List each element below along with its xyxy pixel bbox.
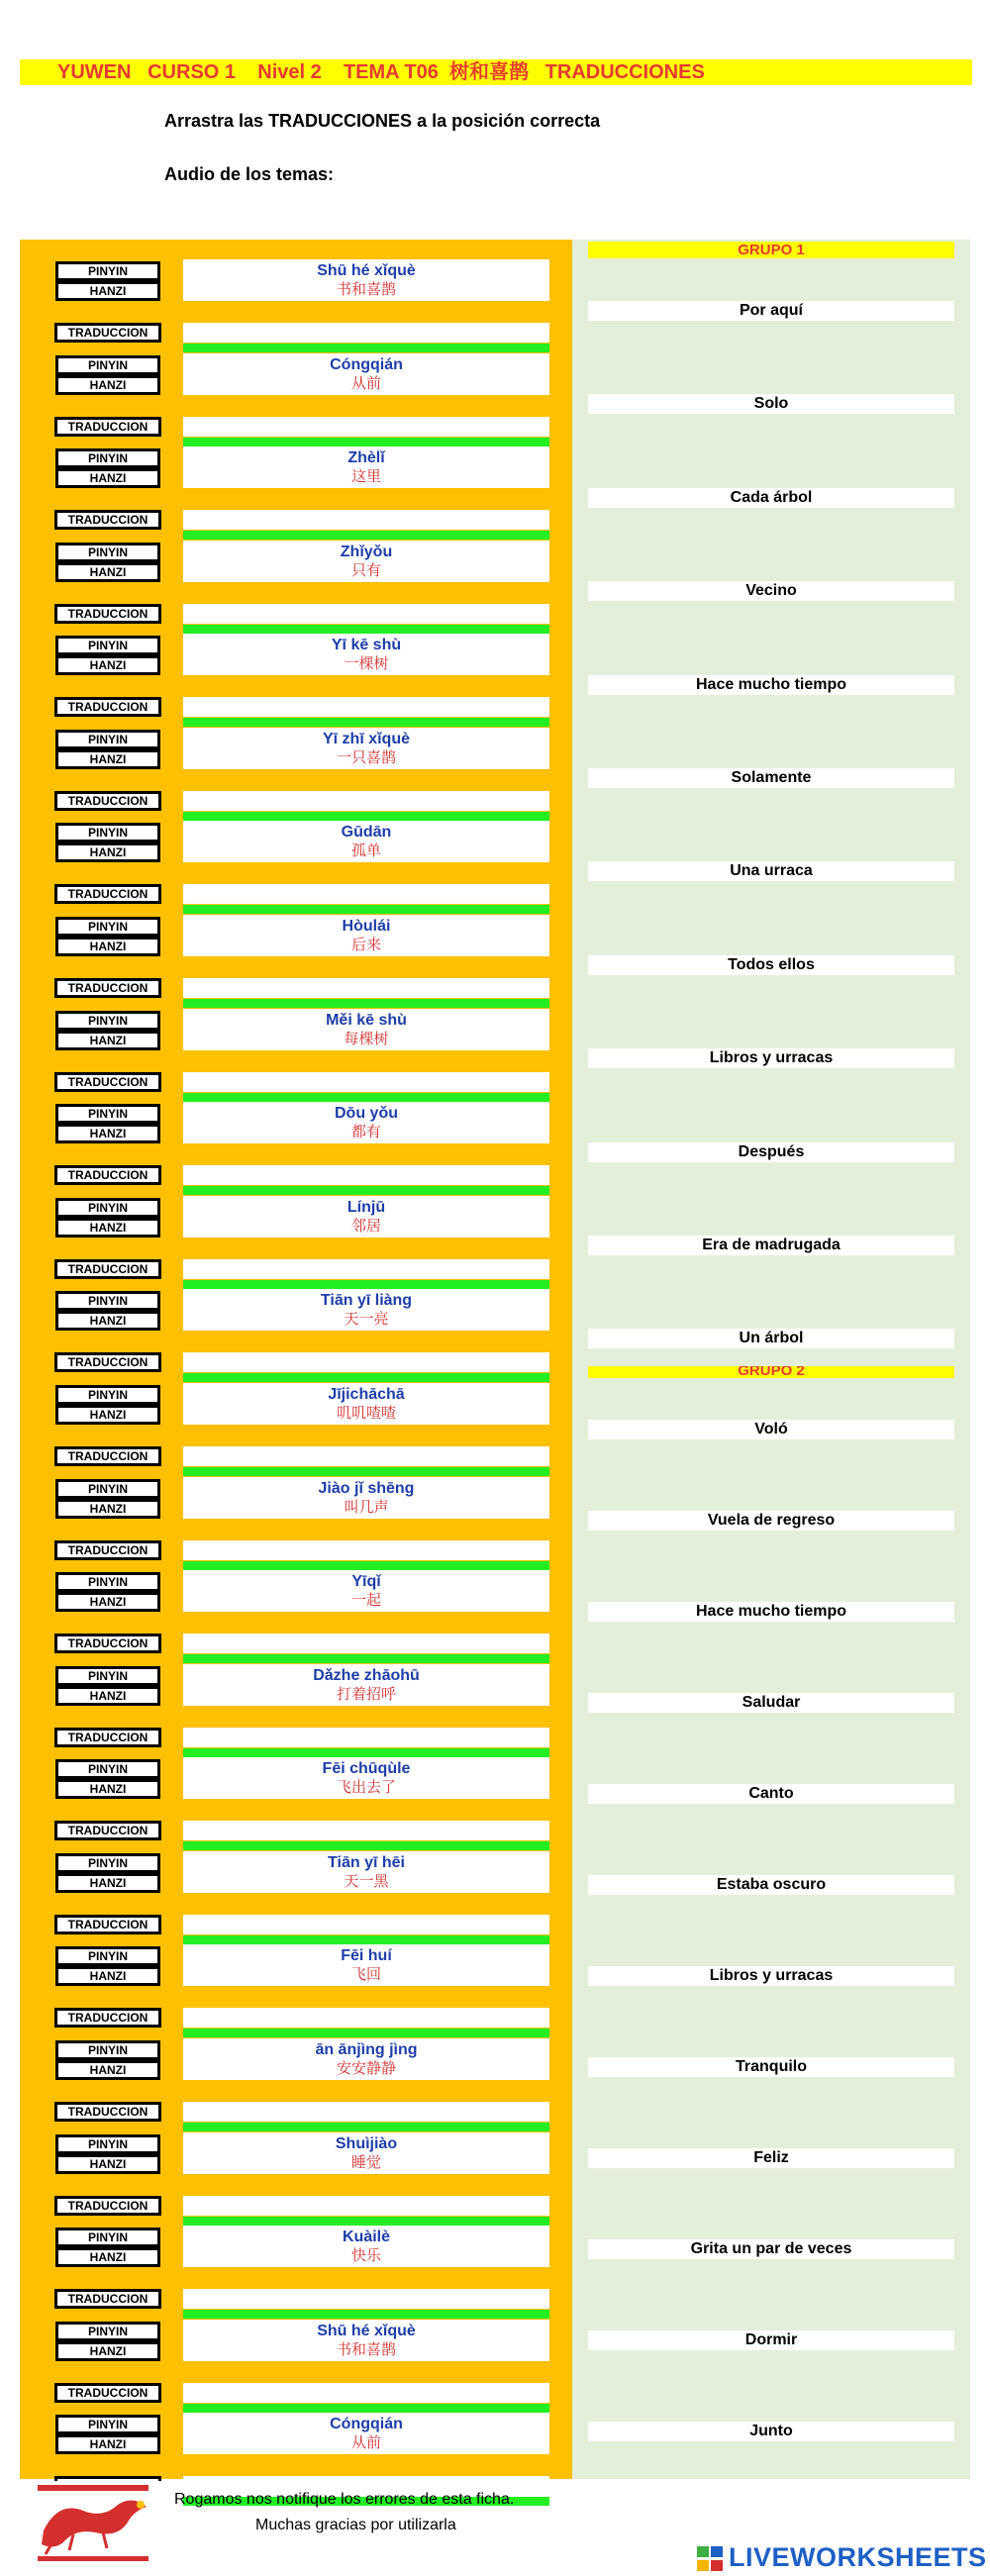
pinyin-text: Dōu yǒu bbox=[335, 1105, 398, 1122]
pinyin-text: Zhǐyǒu bbox=[340, 544, 393, 560]
pinyin-text: Yī kē shù bbox=[331, 637, 402, 653]
word-card bbox=[183, 1289, 549, 1331]
traduccion-label: TRADUCCION bbox=[54, 791, 161, 811]
translations-panel bbox=[572, 240, 970, 2479]
translation-chip[interactable]: Un árbol bbox=[588, 1329, 954, 1348]
pinyin-label: PINYIN bbox=[55, 1198, 160, 1218]
hanzi-label: HANZI bbox=[55, 2341, 160, 2361]
translation-chip[interactable]: Después bbox=[588, 1142, 954, 1162]
hanzi-text: 一起 bbox=[350, 1591, 381, 1609]
row-separator bbox=[183, 718, 549, 727]
word-card bbox=[183, 1009, 549, 1050]
group-2-header: GRUPO 2 bbox=[588, 1366, 954, 1378]
row-separator bbox=[183, 999, 549, 1008]
traduccion-label: TRADUCCION bbox=[54, 323, 161, 343]
group-1-header: GRUPO 1 bbox=[588, 242, 954, 258]
word-card bbox=[183, 821, 549, 862]
hanzi-label: HANZI bbox=[55, 937, 160, 956]
translation-chip[interactable]: Estaba oscuro bbox=[588, 1875, 954, 1895]
translation-chip[interactable]: Hace mucho tiempo bbox=[588, 1602, 954, 1622]
hanzi-label: HANZI bbox=[55, 1779, 160, 1799]
hanzi-text: 快乐 bbox=[350, 2246, 381, 2264]
translation-drop-zone[interactable] bbox=[183, 323, 549, 343]
row-separator bbox=[183, 1935, 549, 1944]
word-card bbox=[183, 1851, 549, 1893]
traduccion-label: TRADUCCION bbox=[54, 2383, 161, 2403]
word-card bbox=[183, 915, 549, 956]
audio-label: Audio de los temas: bbox=[164, 164, 335, 184]
word-card bbox=[183, 2320, 549, 2361]
hanzi-text: 天一亮 bbox=[344, 1310, 389, 1328]
translation-chip[interactable]: Cada árbol bbox=[588, 488, 954, 508]
translation-chip[interactable]: Feliz bbox=[588, 2148, 954, 2168]
hanzi-label: HANZI bbox=[55, 1686, 160, 1706]
translation-drop-zone[interactable] bbox=[183, 884, 549, 904]
hanzi-label: HANZI bbox=[55, 1873, 160, 1893]
word-card bbox=[183, 1102, 549, 1143]
translation-drop-zone[interactable] bbox=[183, 1634, 549, 1653]
word-card bbox=[183, 1757, 549, 1799]
hanzi-label: HANZI bbox=[55, 1966, 160, 1986]
row-separator bbox=[183, 1748, 549, 1757]
translation-drop-zone[interactable] bbox=[183, 1165, 549, 1185]
traduccion-label: TRADUCCION bbox=[54, 1352, 161, 1372]
row-separator bbox=[183, 905, 549, 914]
translation-chip[interactable]: Solo bbox=[588, 394, 954, 414]
word-card bbox=[183, 1664, 549, 1706]
word-card bbox=[183, 1383, 549, 1425]
word-card bbox=[183, 2413, 549, 2454]
hanzi-label: HANZI bbox=[55, 842, 160, 862]
pinyin-label: PINYIN bbox=[55, 543, 160, 562]
hanzi-text: 叽叽喳喳 bbox=[336, 1404, 396, 1422]
hanzi-label: HANZI bbox=[55, 1499, 160, 1519]
hanzi-text: 叫几声 bbox=[344, 1498, 389, 1516]
pinyin-label: PINYIN bbox=[55, 1385, 160, 1405]
pinyin-label: PINYIN bbox=[55, 1666, 160, 1686]
hanzi-text: 只有 bbox=[350, 561, 381, 579]
pinyin-label: PINYIN bbox=[55, 2228, 160, 2247]
traduccion-label: TRADUCCION bbox=[54, 1259, 161, 1279]
pinyin-label: PINYIN bbox=[55, 355, 160, 375]
translation-chip[interactable]: Junto bbox=[588, 2422, 954, 2441]
hanzi-label: HANZI bbox=[55, 468, 160, 488]
hanzi-label: HANZI bbox=[55, 1124, 160, 1143]
hanzi-text: 睡觉 bbox=[350, 2153, 381, 2171]
title-bar bbox=[20, 59, 972, 85]
row-separator bbox=[183, 1561, 549, 1570]
hanzi-text: 书和喜鹊 bbox=[336, 2340, 396, 2358]
translation-chip[interactable]: Una urraca bbox=[588, 861, 954, 881]
traduccion-label: TRADUCCION bbox=[54, 1634, 161, 1653]
row-separator bbox=[183, 2217, 549, 2226]
translation-chip[interactable]: Canto bbox=[588, 1784, 954, 1804]
word-card bbox=[183, 259, 549, 301]
hanzi-label: HANZI bbox=[55, 1218, 160, 1238]
row-separator bbox=[183, 531, 549, 540]
word-card bbox=[183, 728, 549, 769]
pinyin-text: Tiān yī liàng bbox=[320, 1292, 413, 1309]
traduccion-label: TRADUCCION bbox=[54, 2008, 161, 2028]
traduccion-label: TRADUCCION bbox=[54, 1915, 161, 1934]
translation-drop-zone[interactable] bbox=[183, 510, 549, 530]
word-card bbox=[183, 2038, 549, 2080]
row-separator bbox=[183, 812, 549, 821]
pinyin-label: PINYIN bbox=[55, 730, 160, 749]
translation-chip[interactable]: Vecino bbox=[588, 581, 954, 601]
pinyin-label: PINYIN bbox=[55, 448, 160, 468]
translation-drop-zone[interactable] bbox=[183, 2289, 549, 2309]
translation-chip[interactable]: Tranquilo bbox=[588, 2057, 954, 2077]
hanzi-text: 一棵树 bbox=[344, 654, 389, 672]
hanzi-text: 都有 bbox=[350, 1123, 381, 1140]
translation-chip[interactable]: Solamente bbox=[588, 768, 954, 788]
word-card bbox=[183, 353, 549, 395]
hanzi-text: 孤单 bbox=[350, 842, 381, 859]
pinyin-text: Fēi huí bbox=[341, 1947, 392, 1964]
footer-errors-note: Rogamos nos notifique los errores de esta ficha. bbox=[174, 2491, 515, 2508]
traduccion-label: TRADUCCION bbox=[54, 1540, 161, 1560]
translation-drop-zone[interactable] bbox=[183, 1728, 549, 1747]
translation-chip[interactable]: Libros y urracas bbox=[588, 1048, 954, 1068]
translation-drop-zone[interactable] bbox=[183, 1072, 549, 1092]
pinyin-label: PINYIN bbox=[55, 1479, 160, 1499]
pinyin-text: Fēi chūqùle bbox=[322, 1760, 411, 1777]
word-card bbox=[183, 2132, 549, 2174]
row-separator bbox=[183, 1467, 549, 1476]
translation-chip[interactable]: Hace mucho tiempo bbox=[588, 675, 954, 695]
translation-drop-zone[interactable] bbox=[183, 1821, 549, 1840]
hanzi-label: HANZI bbox=[55, 655, 160, 675]
hanzi-label: HANZI bbox=[55, 281, 160, 301]
pinyin-text: Zhèlǐ bbox=[347, 449, 385, 466]
traduccion-label: TRADUCCION bbox=[54, 417, 161, 437]
word-card bbox=[183, 634, 549, 675]
translation-drop-zone[interactable] bbox=[183, 2008, 549, 2028]
word-card bbox=[183, 2226, 549, 2267]
translation-chip[interactable]: Voló bbox=[588, 1420, 954, 1439]
traduccion-label: TRADUCCION bbox=[54, 884, 161, 904]
pinyin-text: Hòulái bbox=[342, 918, 391, 935]
row-separator bbox=[183, 1841, 549, 1850]
hanzi-label: HANZI bbox=[55, 1031, 160, 1050]
row-separator bbox=[183, 1280, 549, 1289]
word-card bbox=[183, 1477, 549, 1519]
translation-chip[interactable]: Libros y urracas bbox=[588, 1966, 954, 1986]
translation-chip[interactable]: Era de madrugada bbox=[588, 1236, 954, 1255]
pinyin-text: ān ānjìng jìng bbox=[315, 2041, 418, 2058]
pinyin-text: Shuìjiào bbox=[335, 2135, 398, 2152]
hanzi-label: HANZI bbox=[55, 2154, 160, 2174]
translation-drop-zone[interactable] bbox=[183, 1446, 549, 1466]
hanzi-label: HANZI bbox=[55, 562, 160, 582]
translation-drop-zone[interactable] bbox=[183, 2196, 549, 2216]
hanzi-label: HANZI bbox=[55, 1405, 160, 1425]
pinyin-text: Línjū bbox=[346, 1199, 386, 1216]
pinyin-text: Jiào jǐ shēng bbox=[318, 1480, 415, 1497]
pinyin-label: PINYIN bbox=[55, 1291, 160, 1311]
hanzi-text: 天一黑 bbox=[344, 1872, 389, 1890]
instruction-text: Arrastra las TRADUCCIONES a la posición correcta bbox=[164, 111, 601, 131]
row-separator bbox=[183, 625, 549, 634]
hanzi-text: 从前 bbox=[350, 374, 381, 392]
hanzi-text: 每棵树 bbox=[344, 1030, 389, 1047]
hanzi-text: 这里 bbox=[350, 467, 381, 485]
translation-drop-zone[interactable] bbox=[183, 1352, 549, 1372]
page-title: YUWEN CURSO 1 Nivel 2 TEMA T06 树和喜鹊 TRADUCCIONES bbox=[57, 61, 705, 83]
hanzi-label: HANZI bbox=[55, 1311, 160, 1331]
hanzi-text: 安安静静 bbox=[336, 2059, 396, 2077]
row-separator bbox=[183, 2029, 549, 2037]
pinyin-label: PINYIN bbox=[55, 1011, 160, 1031]
traduccion-label: TRADUCCION bbox=[54, 1165, 161, 1185]
pinyin-label: PINYIN bbox=[55, 2040, 160, 2060]
traduccion-label: TRADUCCION bbox=[54, 1072, 161, 1092]
word-card bbox=[183, 1570, 549, 1612]
pinyin-text: Měi kē shù bbox=[326, 1012, 407, 1029]
pinyin-label: PINYIN bbox=[55, 1946, 160, 1966]
pinyin-text: Shū hé xǐquè bbox=[317, 2323, 416, 2339]
pinyin-label: PINYIN bbox=[55, 636, 160, 655]
pinyin-label: PINYIN bbox=[55, 2415, 160, 2434]
row-separator bbox=[183, 2404, 549, 2413]
translation-chip[interactable]: Vuela de regreso bbox=[588, 1511, 954, 1531]
translation-chip[interactable]: Dormir bbox=[588, 2330, 954, 2350]
pinyin-text: Shū hé xǐquè bbox=[317, 262, 416, 279]
pinyin-text: Kuàilè bbox=[342, 2229, 390, 2245]
word-card bbox=[183, 1196, 549, 1238]
translation-chip[interactable]: Grita un par de veces bbox=[588, 2239, 954, 2259]
pinyin-label: PINYIN bbox=[55, 1104, 160, 1124]
hanzi-text: 飞回 bbox=[350, 1965, 381, 1983]
translation-drop-zone[interactable] bbox=[183, 1540, 549, 1560]
hanzi-text: 打着招呼 bbox=[336, 1685, 396, 1703]
traduccion-label: TRADUCCION bbox=[54, 2196, 161, 2216]
row-separator bbox=[183, 1186, 549, 1195]
pinyin-text: Tiān yī hēi bbox=[328, 1854, 405, 1871]
pinyin-label: PINYIN bbox=[55, 1572, 160, 1592]
word-card bbox=[183, 1944, 549, 1986]
row-separator bbox=[183, 344, 549, 352]
row-separator bbox=[183, 1093, 549, 1102]
hanzi-label: HANZI bbox=[55, 749, 160, 769]
liveworksheets-brand[interactable]: LIVEWORKSHEETS bbox=[729, 2542, 987, 2572]
pinyin-label: PINYIN bbox=[55, 2322, 160, 2341]
pinyin-label: PINYIN bbox=[55, 823, 160, 842]
footer-thanks-note: Muchas gracias por utilizarla bbox=[255, 2517, 456, 2533]
translation-drop-zone[interactable] bbox=[183, 791, 549, 811]
hanzi-text: 邻居 bbox=[350, 1217, 381, 1235]
traduccion-label: TRADUCCION bbox=[54, 604, 161, 624]
hanzi-text: 从前 bbox=[350, 2433, 381, 2451]
translation-drop-zone[interactable] bbox=[183, 417, 549, 437]
traduccion-label: TRADUCCION bbox=[54, 2102, 161, 2122]
hanzi-label: HANZI bbox=[55, 2434, 160, 2454]
pinyin-text: Cóngqián bbox=[330, 356, 403, 373]
pinyin-label: PINYIN bbox=[55, 1853, 160, 1873]
pinyin-text: Yīqǐ bbox=[351, 1573, 381, 1590]
row-separator bbox=[183, 438, 549, 446]
traduccion-label: TRADUCCION bbox=[54, 510, 161, 530]
translation-drop-zone[interactable] bbox=[183, 2102, 549, 2122]
pinyin-label: PINYIN bbox=[55, 917, 160, 937]
traduccion-label: TRADUCCION bbox=[54, 697, 161, 717]
translation-drop-zone[interactable] bbox=[183, 978, 549, 998]
traduccion-label: TRADUCCION bbox=[54, 978, 161, 998]
pinyin-text: Jījichāchā bbox=[328, 1386, 405, 1403]
association-logo bbox=[24, 2481, 162, 2564]
translation-chip[interactable]: Por aquí bbox=[588, 301, 954, 321]
row-separator bbox=[183, 2310, 549, 2319]
pinyin-label: PINYIN bbox=[55, 1759, 160, 1779]
translation-drop-zone[interactable] bbox=[183, 697, 549, 717]
pinyin-text: Gūdān bbox=[341, 824, 392, 841]
translation-chip[interactable]: Todos ellos bbox=[588, 955, 954, 975]
pinyin-text: Yī zhī xǐquè bbox=[322, 731, 410, 747]
hanzi-label: HANZI bbox=[55, 2060, 160, 2080]
traduccion-label: TRADUCCION bbox=[54, 2289, 161, 2309]
hanzi-text: 一只喜鹊 bbox=[336, 748, 396, 766]
hanzi-label: HANZI bbox=[55, 2247, 160, 2267]
pinyin-text: Cóngqián bbox=[330, 2416, 403, 2432]
hanzi-label: HANZI bbox=[55, 375, 160, 395]
translation-chip[interactable]: Saludar bbox=[588, 1693, 954, 1713]
pinyin-label: PINYIN bbox=[55, 2134, 160, 2154]
hanzi-label: HANZI bbox=[55, 1592, 160, 1612]
row-separator bbox=[183, 1373, 549, 1382]
translation-drop-zone[interactable] bbox=[183, 1259, 549, 1279]
pinyin-label: PINYIN bbox=[55, 261, 160, 281]
translation-drop-zone[interactable] bbox=[183, 604, 549, 624]
word-card bbox=[183, 541, 549, 582]
hanzi-text: 飞出去了 bbox=[336, 1778, 396, 1796]
traduccion-label: TRADUCCION bbox=[54, 1728, 161, 1747]
hanzi-text: 书和喜鹊 bbox=[336, 280, 396, 298]
hanzi-text: 后来 bbox=[350, 936, 381, 953]
liveworksheets-logo-icon bbox=[697, 2546, 725, 2572]
row-separator bbox=[183, 2123, 549, 2131]
traduccion-label: TRADUCCION bbox=[54, 1446, 161, 1466]
word-card bbox=[183, 446, 549, 488]
translation-drop-zone[interactable] bbox=[183, 2383, 549, 2403]
pinyin-text: Dǎzhe zhāohū bbox=[313, 1667, 420, 1684]
translation-drop-zone[interactable] bbox=[183, 1915, 549, 1934]
traduccion-label: TRADUCCION bbox=[54, 1821, 161, 1840]
row-separator bbox=[183, 1654, 549, 1663]
